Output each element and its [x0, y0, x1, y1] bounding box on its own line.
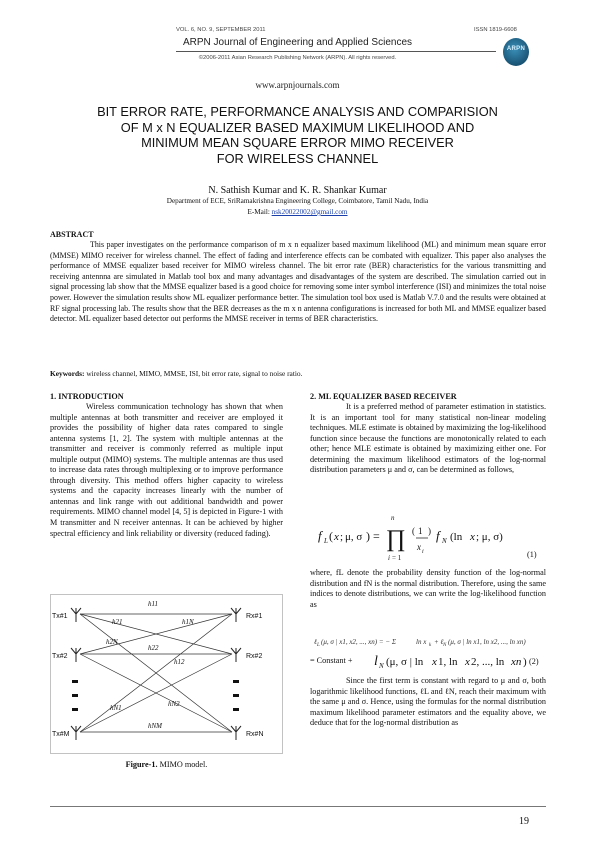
- tx-antenna-icons: [71, 608, 81, 740]
- journal-name: ARPN Journal of Engineering and Applied Sciences: [182, 37, 413, 48]
- equation-2-term: [374, 650, 527, 672]
- arpn-logo: ARPN: [503, 38, 529, 66]
- svg-text:k: k: [429, 643, 432, 648]
- abstract-body: This paper investigates on the performance comparison of m x n equalizer based maximum likelihood (ML) and minimum mean square error (MMSE) MIMO receiver for wireless channel. The effect of fading and interference effects can be combated with equalizer. This paper also analyses the performance of MMSE equalizer based receiver for MIMO wireless channel. The bit error rate (BER) characteristics for the various transmitting and receiving antennna are simulated in Matlab tool box and many advantages and disadvantages of the system are described. The simulation carried out in signal processing lab show that the MMSE equalizer based is a good choice for removing some inter symbol interference (ISI) and minimizes the total noise power. However the simulation results show ML equalizer performance better. The simulation tool box used is Matlab V.7.0 and the results were obtained at RF signal processing lab. The results show that the BER decreases as the m x n antenna configurations is increased for both ML and MMSE equalizer based detector. ML equalizer based detector out performs the MMSE receiver in terms of BER characteristics.: [50, 240, 546, 324]
- svg-text:∏: ∏: [386, 526, 406, 552]
- rx-label: Rx#2: [246, 653, 263, 660]
- section-heading-introduction: 1. INTRODUCTION: [50, 392, 124, 401]
- authors: N. Sathish Kumar and K. R. Shankar Kumar: [208, 185, 387, 196]
- ml-paragraph-2: where, fL denote the probability density function of the log-normal distribution and fN is the normal distribution. Therefore, using the same indices to denote distributions, we can write the log-likelihood function as: [310, 568, 546, 609]
- svg-text:l: l: [374, 654, 378, 669]
- tx-label: Tx#M: [52, 731, 70, 738]
- figure-caption-label: Figure-1.: [125, 760, 158, 769]
- svg-text:;: ;: [340, 531, 344, 543]
- equation-2-line-2: [310, 650, 546, 672]
- journal-url[interactable]: www.arpnjournals.com: [255, 80, 340, 90]
- page-number: 19: [519, 816, 529, 827]
- svg-text:): ): [428, 526, 431, 536]
- channel-label: h22: [148, 644, 159, 652]
- header-rule: [176, 51, 496, 52]
- svg-text:i: i: [422, 549, 424, 555]
- title-line: BIT ERROR RATE, PERFORMANCE ANALYSIS AND COMPARISION: [97, 104, 498, 119]
- svg-text:N: N: [379, 662, 384, 670]
- right-column: [310, 392, 546, 476]
- svg-text:ln x: ln x: [416, 638, 427, 646]
- svg-text:x: x: [432, 656, 437, 668]
- equation-2-graphic: [314, 634, 546, 648]
- figure-caption: [50, 760, 283, 769]
- title-line: OF M x N EQUALIZER BASED MAXIMUM LIKELIHOOD AND: [120, 119, 475, 135]
- svg-text:2, ..., ln: 2, ..., ln: [471, 656, 505, 668]
- right-column-lower: [310, 568, 546, 610]
- svg-text:1: 1: [418, 526, 423, 536]
- equation-1-number: (1): [527, 550, 537, 559]
- svg-text:) =: ) =: [366, 529, 380, 543]
- right-column-bottom: [310, 676, 546, 729]
- equation-1-graphic: [316, 508, 546, 564]
- ml-paragraph-3: Since the first term is constant with regard to μ and σ, both logarithmic likelihood functions, ℓL and ℓN, reach their maximum with the same μ and σ. Hence, using the formulas for the normal distribution maximum likelihood parameter estimators and the equality above, we deduce that for the log-normal distribution as: [310, 676, 546, 728]
- svg-text:(: (: [329, 529, 333, 543]
- svg-text:= 1: = 1: [392, 554, 402, 562]
- email-link[interactable]: nsk20022002@gmail.com: [271, 208, 348, 216]
- svg-text:xn: xn: [511, 656, 522, 668]
- section-heading-ml-receiver: 2. ML EQUALIZER BASED RECEIVER: [310, 392, 457, 401]
- paper-title: [55, 104, 540, 166]
- volume-info: VOL. 6, NO. 9, SEPTEMBER 2011: [176, 27, 266, 33]
- svg-text:): ): [523, 656, 527, 668]
- svg-text:1, ln: 1, ln: [438, 656, 458, 668]
- channel-label: h21: [112, 618, 123, 626]
- tx-label: Tx#1: [52, 613, 68, 620]
- svg-text:x: x: [417, 542, 421, 552]
- title-line: MINIMUM MEAN SQUARE ERROR MIMO RECEIVER: [141, 135, 454, 150]
- title-line: FOR WIRELESS CHANNEL: [216, 150, 379, 166]
- svg-text:; μ, σ): ; μ, σ): [476, 531, 503, 543]
- channel-label: hNM: [148, 722, 162, 730]
- svg-text:(: (: [412, 526, 415, 536]
- ml-paragraph-1: It is a preferred method of parameter estimation in statistics. It is an important tool for many statistical non-linear modeling techniques. MLE estimate is obtained by maximizing the log-likelihood function since because the functions are monotonically related to each other; hence MLE estimate is obtained by maximizing either one. For determining the maximum likelihood estimators of the log-normal distribution parameters μ and σ, can be determined as follows,: [310, 402, 546, 475]
- rx-label: Rx#1: [246, 613, 263, 620]
- svg-text:(μ, σ | ln: (μ, σ | ln: [386, 656, 424, 668]
- keywords-text: wireless channel, MIMO, MMSE, ISI, bit error rate, signal to noise ratio.: [84, 369, 303, 378]
- svg-text:(μ, σ | ln x1, ln x2, ..., ln: (μ, σ | ln x1, ln x2, ..., ln xn): [448, 638, 526, 646]
- keywords-label: Keywords:: [50, 369, 85, 378]
- figure-caption-text: MIMO model.: [157, 760, 208, 769]
- footer-rule: [50, 806, 546, 807]
- channel-label: h12: [174, 658, 185, 666]
- copyright: ©2006-2011 Asian Research Publishing Network (ARPN). All rights reserved.: [198, 55, 397, 61]
- rx-antenna-icons: [231, 608, 241, 740]
- svg-text:(ln: (ln: [450, 531, 463, 543]
- svg-text:f: f: [318, 528, 322, 543]
- abstract-heading: ABSTRACT: [50, 230, 94, 239]
- svg-text:L: L: [324, 537, 328, 545]
- affiliation: Department of ECE, SriRamakrishna Engineering College, Coimbatore, Tamil Nadu, India: [166, 197, 429, 205]
- email-label: E-Mail:: [247, 208, 272, 216]
- svg-text:μ, σ: μ, σ: [345, 531, 363, 543]
- channel-label: h1N: [182, 618, 194, 626]
- rx-label: Rx#N: [246, 731, 264, 738]
- svg-text:i: i: [388, 554, 390, 562]
- svg-text:N: N: [443, 643, 447, 648]
- svg-text:x: x: [334, 531, 339, 543]
- svg-text:x: x: [470, 531, 475, 543]
- svg-text:f: f: [436, 528, 440, 543]
- channel-label: hN1: [110, 704, 122, 712]
- email-line: [0, 208, 595, 216]
- introduction-paragraph: Wireless communication technology has shown that when multiple antennas at both transmitter and receiver are employed it provides the possibility of higher data rates compared to single antenna systems [1, 2]. The system with multiple antennas at the transmitter and receiver is commonly referred as multiple input multiple output (MIMO) systems. The multiple antennas are thus used to increase data rates through multiplexing or to improve performance through diversity. This method offers higher capacity to wireless systems and the capacity increases linearly with the number of antennas and link range with out additional bandwidth and power requirements. MIMO channel model [4, 5] is depicted in Figure-1 with M transmitter and N receiver antennas. It can be achieved by higher spectral efficiency and link reliability or diversity (reduced fading).: [50, 402, 283, 538]
- svg-text:x: x: [465, 656, 470, 668]
- svg-text:+ ℓ: + ℓ: [434, 638, 444, 646]
- issn: ISSN 1819-6608: [474, 27, 517, 33]
- keywords: [50, 369, 546, 378]
- svg-text:ℓ: ℓ: [314, 638, 317, 646]
- channel-label: h11: [148, 600, 158, 608]
- left-column: [50, 392, 283, 539]
- equation-2-line-1: [314, 634, 546, 648]
- channel-paths: [80, 614, 232, 732]
- channel-label: h2N: [106, 638, 118, 646]
- equation-2-prefix: = Constant +: [310, 656, 353, 665]
- equation-2-number: (2): [529, 657, 539, 666]
- mimo-diagram: [50, 594, 283, 754]
- equation-1: [316, 508, 546, 564]
- channel-label: hN2: [168, 700, 180, 708]
- svg-text:L: L: [317, 643, 320, 648]
- svg-text:(μ, σ | x1, x2, ..., xn) = − Σ: (μ, σ | x1, x2, ..., xn) = − Σ: [321, 638, 396, 646]
- svg-text:N: N: [442, 537, 447, 545]
- svg-text:n: n: [391, 514, 395, 522]
- mimo-model-figure: [50, 594, 283, 754]
- ellipsis-dots: [72, 680, 239, 711]
- tx-label: Tx#2: [52, 653, 68, 660]
